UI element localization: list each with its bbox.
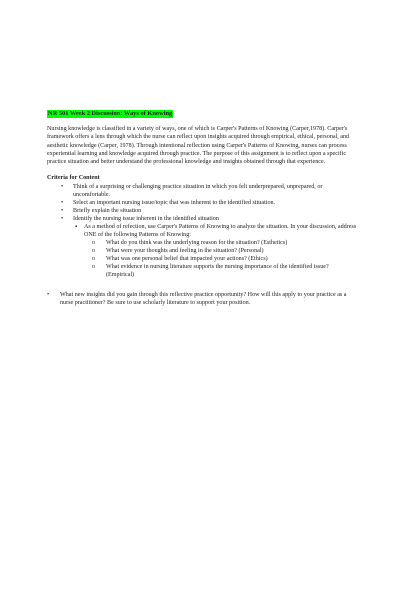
circle-bullet-icon: o (92, 239, 96, 246)
pattern-item-text: What evidence in nursing literature supports the nursing importance of the identified issue? (Empirical) (106, 263, 329, 278)
final-question-item (47, 291, 357, 307)
bullet-icon: • (61, 207, 64, 214)
pattern-item (84, 255, 357, 263)
square-bullet-icon: ▪ (75, 223, 78, 230)
criteria-list (47, 183, 357, 279)
pattern-item (84, 247, 357, 255)
pattern-item (84, 263, 357, 279)
pattern-item-text: What do you think was the underlying reason for the situation? (Esthetics) (106, 239, 288, 246)
criteria-item (47, 199, 357, 207)
sub-criteria-item (73, 223, 357, 279)
sub-criteria-list (73, 223, 357, 279)
criteria-item (47, 207, 357, 215)
pattern-item-text: What was one personal belief that impacted your actions? (Ethics) (106, 255, 268, 262)
patterns-list (84, 239, 357, 279)
criteria-item-text: Select an important nursing issue/topic that was inherent to the identified situation. (73, 199, 276, 206)
bullet-icon: • (47, 292, 50, 299)
circle-bullet-icon: o (92, 255, 96, 262)
criteria-item (47, 215, 357, 279)
final-question-text: What new insights did you gain through this reflective practice opportunity? How will this apply to your practice as a nurse practitioner? Be sure to use scholarly literature to support your position. (60, 292, 347, 307)
criteria-item (47, 183, 357, 199)
bullet-icon: • (61, 183, 64, 190)
sub-criteria-text: As a method of refection, use Carper's Patterns of Knowing to analyze the situation. In your discussion, address ONE of the following Patterns of Knowing: (84, 223, 357, 238)
criteria-item-text: Briefly explain the situation (73, 207, 142, 214)
circle-bullet-icon: o (92, 247, 96, 254)
intro-paragraph: Nursing knowledge is classified in a variety of ways, one of which is Carper's Patterns of Knowing (Carper,1978). Carper's framework offers a lens through which the nurse can reflect upon insights acquired through empirical, ethical, personal, and aesthetic knowledge (Carper, 1978). Through intentional reflection using Carper's Patterns of Knowing, nurses can process experiential learning and knowledge acquired through practice. The purpose of this assignment is to reflect upon a specific practice situation and better understand the professional knowledge and insights obtained through that experience. (47, 126, 350, 165)
pattern-item-text: What were your thoughts and feeling in the situation? (Personal) (106, 247, 264, 254)
criteria-item-text: Identify the nursing issue inherent in the identified situation (73, 215, 219, 222)
bullet-icon: • (61, 199, 64, 206)
pattern-item (84, 239, 357, 247)
final-question-list (47, 291, 357, 307)
bullet-icon: • (61, 215, 64, 222)
document-title: NR 501 Week 2 Discussion: Ways of Knowing (48, 110, 173, 117)
circle-bullet-icon: o (92, 263, 96, 270)
criteria-heading: Criteria for Content (47, 174, 100, 181)
document-content (47, 110, 357, 307)
criteria-item-text: Think of a surprising or challenging practice situation in which you felt underprepared, unprepared, or uncomfortable. (73, 183, 323, 198)
